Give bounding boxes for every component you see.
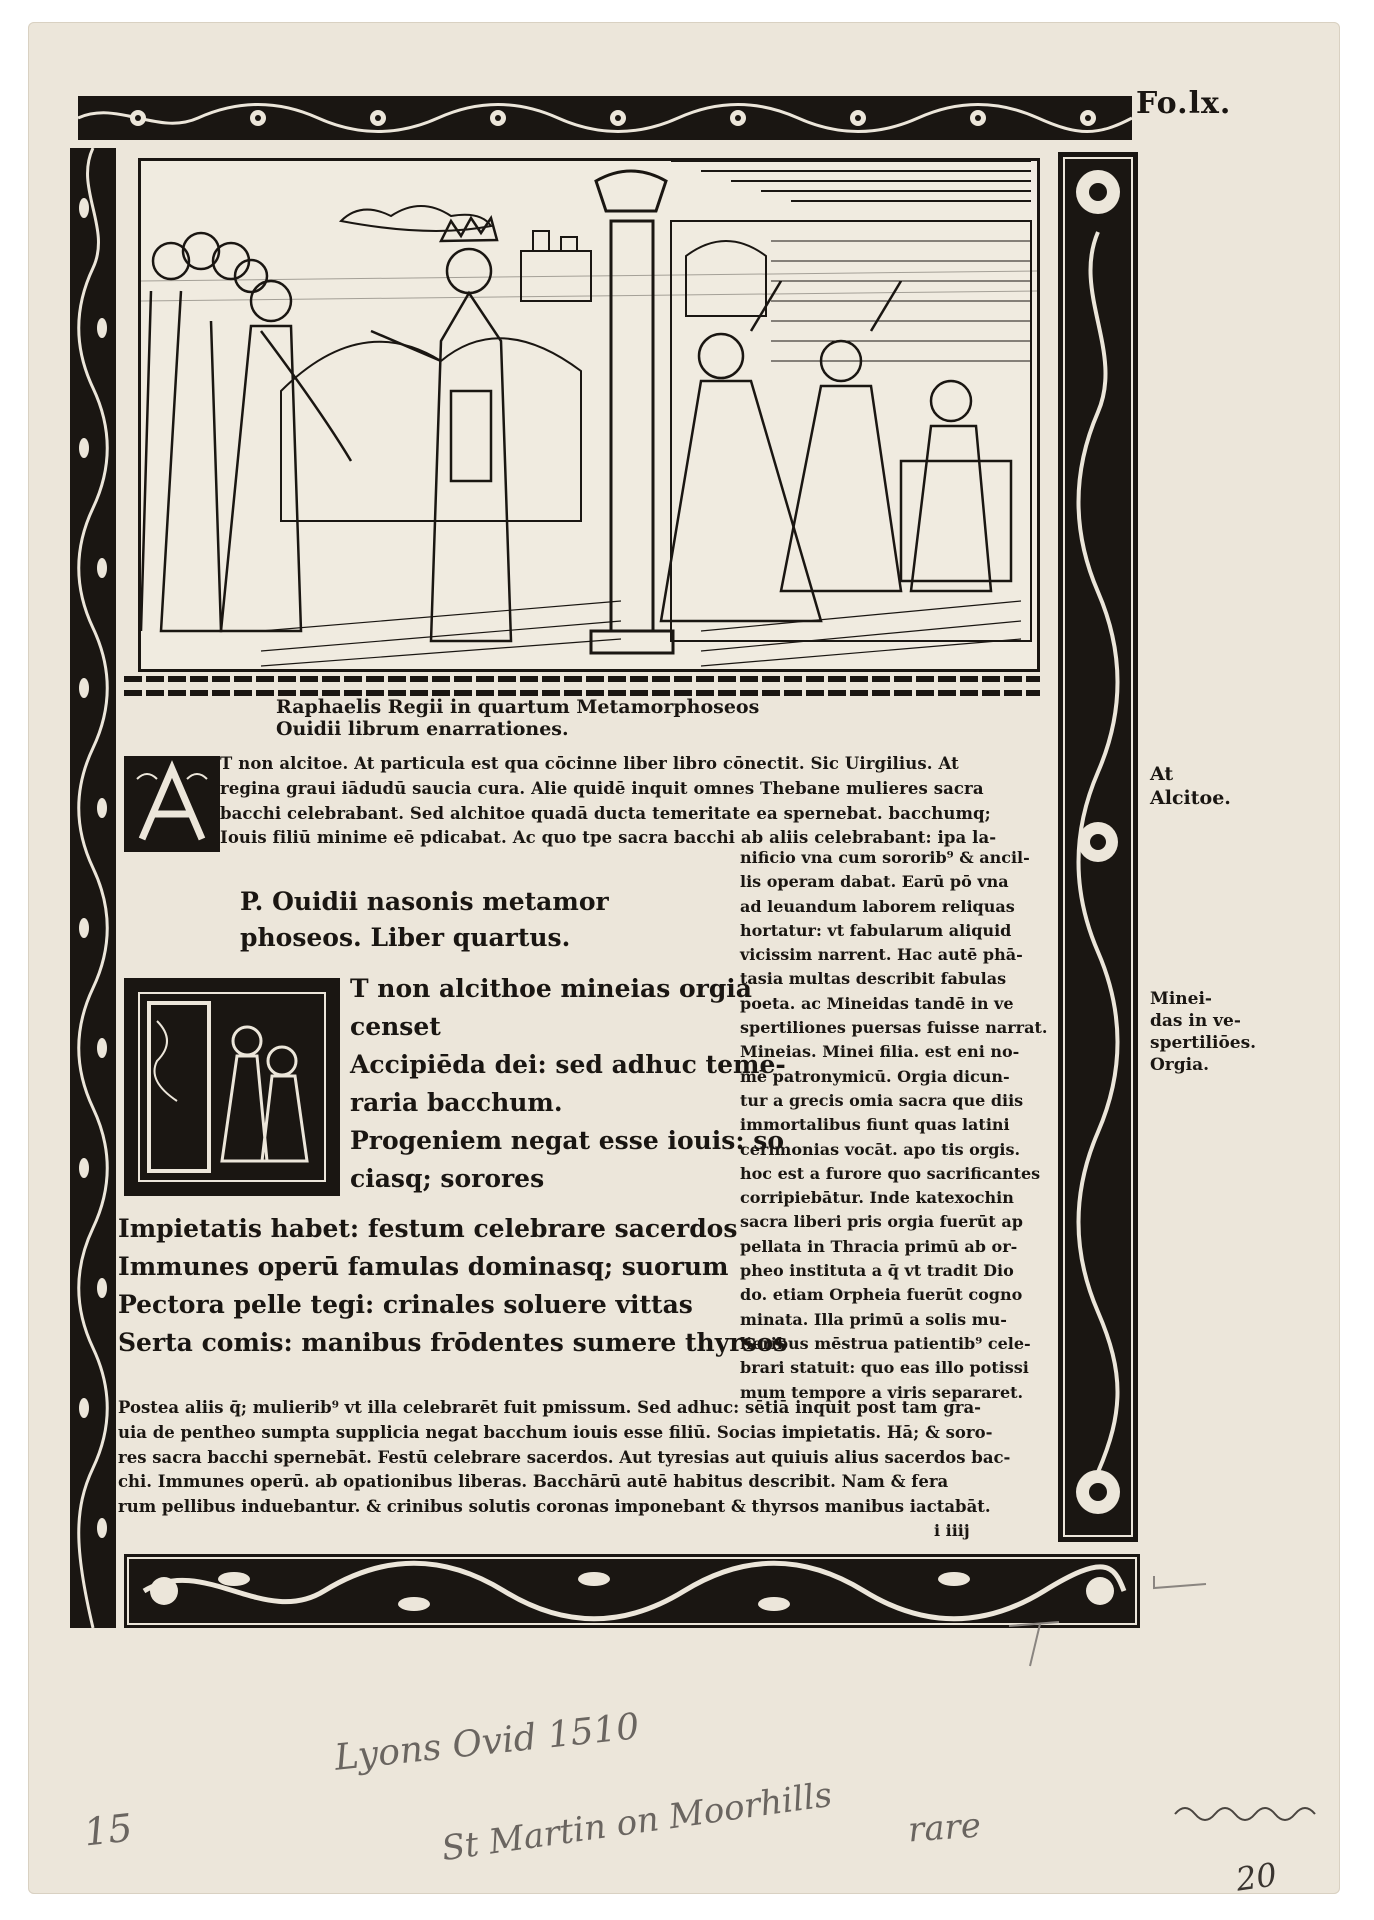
commentary-line: Postea aliis q̄; mulierib⁹ vt illa celebrarēt fuit pmissum. Sed adhuc: sētiā inquit post tam gra-: [118, 1398, 981, 1417]
commentary-line: sacra liberi pris orgia fuerūt ap: [740, 1212, 1023, 1232]
verse-line: Accipiēda dei: sed adhuc teme-: [350, 1050, 786, 1079]
top-border-ornament: [78, 96, 1132, 140]
book-title-line: phoseos. Liber quartus.: [240, 923, 571, 952]
signature-mark: i iiij: [934, 1521, 970, 1540]
verses-full: [118, 1210, 788, 1362]
woodcut-illustration: [138, 158, 1040, 672]
commentary-line: hortatur: vt fabularum aliquid: [740, 920, 1012, 940]
commentary-line: regina graui iādudū saucia cura. Alie quidē inquit omnes Thebane mulieres sacra: [220, 778, 984, 798]
commentary-line: brari statuit: quo eas illo potissi: [740, 1358, 1029, 1378]
commentary-line: lieribus mēstrua patientib⁹ cele-: [740, 1333, 1031, 1353]
woodcut-divider-rule: [124, 676, 1040, 682]
commentary-line: res sacra bacchi spernebāt. Festū celebrare sacerdos. Aut tyresias aut quiuis alius sacerdos bac-: [118, 1447, 1011, 1467]
verse-line: Progeniem negat esse iouis: so: [350, 1126, 785, 1155]
book-title: [240, 884, 609, 956]
commentary-line: tur a grecis omia sacra que diis: [740, 1090, 1024, 1110]
verse-line: Immunes operū famulas dominasq; suorum: [118, 1252, 729, 1281]
commentary-top: [220, 752, 1050, 851]
right-border-ornament: [1058, 152, 1138, 1542]
commentary-line: lis operam dabat. Earū pō vna: [740, 872, 1009, 892]
bottom-border-ornament: [124, 1554, 1140, 1628]
commentary-line: Iouis filiū minime eē pdicabat. Ac quo tpe sacra bacchi ab aliis celebrabant: ipa la-: [220, 828, 997, 848]
handwritten-corner-number: 15: [81, 1805, 135, 1855]
commentary-line: do. etiam Orpheia fuerūt cogno: [740, 1285, 1023, 1305]
commentary-line: cerimonias vocāt. apo tis orgis.: [740, 1139, 1021, 1159]
verse-line: raria bacchum.: [350, 1088, 563, 1117]
folio-number: Fo.lx.: [1136, 86, 1232, 121]
commentary-line: rum pellibus induebantur. & crinibus solutis coronas imponebant & thyrsos manibus iactabāt.: [118, 1497, 991, 1517]
commentary-line: mum tempore a viris separaret.: [740, 1382, 1024, 1402]
initial-letter-a: [124, 756, 220, 852]
margin-note-mineides: [1150, 988, 1256, 1076]
handwritten-price: 20: [1233, 1855, 1280, 1899]
verses-beside-initial: [350, 970, 786, 1198]
commentary-line: pellata in Thracia primū ab or-: [740, 1236, 1018, 1256]
margin-note-line: Minei-: [1150, 989, 1212, 1009]
verse-line: Impietatis habet: festum celebrare sacerdos: [118, 1214, 738, 1243]
left-border-ornament: [70, 148, 116, 1628]
section-caption: [276, 696, 759, 740]
handwritten-scribble-mark: [1170, 1794, 1330, 1824]
margin-note-alcitoe: [1150, 762, 1231, 810]
commentary-line: vicissim narrent. Hac autē phā-: [740, 945, 1023, 965]
caption-line: Ouidii librum enarrationes.: [276, 718, 569, 740]
commentary-line: tasia multas describit fabulas: [740, 969, 1007, 989]
verse-line: censet: [350, 1012, 441, 1041]
margin-note-line: Orgia.: [1150, 1055, 1210, 1075]
commentary-line: ad leuandum laborem reliquas: [740, 896, 1015, 916]
commentary-line: hoc est a furore quo sacrificantes: [740, 1163, 1041, 1183]
margin-note-line: At: [1150, 763, 1174, 785]
margin-note-line: spertiliōes.: [1150, 1033, 1257, 1053]
pencil-tick-mark: [1004, 1620, 1064, 1668]
book-title-line: P. Ouidii nasonis metamor: [240, 887, 609, 916]
commentary-line: chi. Immunes operū. ab opationibus liberas. Bacchārū autē habitus describit. Nam & fera: [118, 1472, 949, 1492]
handwritten-note-st-martin: St Martin on Moorhills: [439, 1774, 835, 1870]
commentary-bottom: [118, 1396, 1058, 1520]
commentary-line: nificio vna cum sororib⁹ & ancil-: [740, 848, 1030, 867]
commentary-line: uia de pentheo sumpta supplicia negat bacchum iouis esse filiū. Socias impietatis. Hā; & soro-: [118, 1422, 993, 1442]
commentary-line: immortalibus fiunt quas latini: [740, 1115, 1010, 1135]
verse-line: Serta comis: manibus frōdentes sumere thyrsos: [118, 1328, 788, 1357]
commentary-line: corripiebātur. Inde katexochin: [740, 1188, 1014, 1208]
commentary-line: poeta. ac Mineidas tandē in ve: [740, 993, 1014, 1013]
verse-line: ciasq; sorores: [350, 1164, 545, 1193]
commentary-line: minata. Illa primū a solis mu-: [740, 1309, 1007, 1329]
commentary-line: T non alcitoe. At particula est qua cōcinne liber libro cōnectit. Sic Uirgilius. At: [220, 754, 959, 773]
commentary-line: mē patronymicū. Orgia dicun-: [740, 1066, 1010, 1086]
commentary-line: bacchi celebrabant. Sed alchitoe quadā ducta temeritate ea spernebat. bacchumq;: [220, 803, 991, 823]
margin-note-line: das in ve-: [1150, 1011, 1241, 1031]
verse-line: T non alcithoe mineias orgia: [350, 974, 752, 1003]
initial-letter-i-historiated: [124, 978, 340, 1196]
pencil-bracket-mark: [1150, 1572, 1210, 1592]
commentary-line: spertiliones puersas fuisse narrat.: [740, 1018, 1048, 1038]
margin-note-line: Alcitoe.: [1150, 787, 1231, 809]
commentary-line: Mineias. Minei filia. est eni no-: [740, 1042, 1020, 1062]
verse-line: Pectora pelle tegi: crinales soluere vittas: [118, 1290, 693, 1319]
commentary-line: pheo instituta a q̄ vt tradit Dio: [740, 1261, 1014, 1281]
handwritten-note-rare: rare: [906, 1805, 983, 1851]
caption-line: Raphaelis Regii in quartum Metamorphoseos: [276, 696, 760, 718]
commentary-right-column: [740, 846, 1058, 1405]
handwritten-note-lyons-ovid: Lyons Ovid 1510: [332, 1706, 642, 1779]
